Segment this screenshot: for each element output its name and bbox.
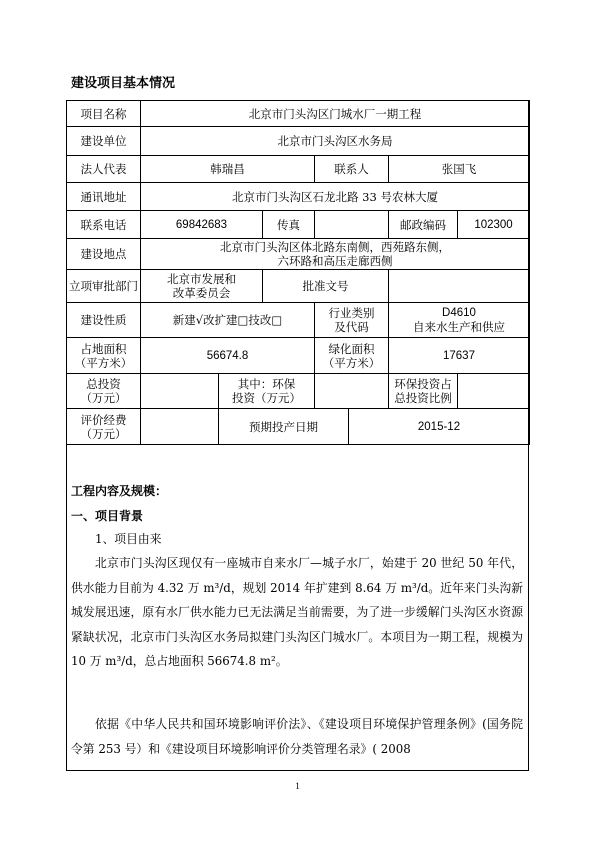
table-row	[67, 101, 530, 127]
contact-label: 联系人	[315, 156, 389, 183]
address-value: 北京市门头沟区石龙北路 33 号农林大厦	[141, 183, 530, 211]
table-row	[67, 211, 530, 239]
env-ratio-label	[389, 374, 458, 409]
production-date-label: 预期投产日期	[219, 409, 349, 445]
paragraph-origin: 北京市门头沟区现仅有一座城市自来水厂—城子水厂，始建于 20 世纪 50 年代，供水能力目前为 4.32 万 m³/d，规划 2014 年扩建到 8.64 万 m³/d。近年来门头沟新城发展迅速，原有水厂供水能力已无法满足当前需要，为了进一步缓解门头沟区水资源紧缺状况，北京市门头沟区水务局拟建门头沟区门城水厂。本项目为一期工程，规模为 10 万 m³/d，总占地面积 56674.8 m²。	[71, 556, 523, 668]
approval-no-label: 批准文号	[263, 270, 389, 303]
green-label-line-2: （平方米）	[322, 355, 381, 370]
invest-label-line-1: 总投资	[86, 377, 121, 391]
project-name-value: 北京市门头沟区门城水厂一期工程	[141, 101, 530, 127]
site-value	[141, 239, 530, 270]
approval-dept-label: 立项审批部门	[67, 270, 141, 303]
contact-value: 张国飞	[389, 156, 530, 183]
fax-value	[315, 211, 389, 239]
green-value: 17637	[389, 338, 530, 374]
fax-label: 传真	[263, 211, 315, 239]
env-invest-value	[315, 374, 389, 409]
section-title: 建设项目基本情况	[71, 76, 176, 91]
industry-code: D4610	[442, 307, 476, 319]
env-ratio-label-line-2: 总投资比例	[394, 391, 452, 405]
fee-label-line-2: （万元）	[80, 426, 127, 441]
postcode-value: 102300	[458, 211, 530, 239]
production-date-value: 2015-12	[349, 409, 530, 445]
legal-rep-value: 韩瑞昌	[141, 156, 315, 183]
table-row	[67, 156, 530, 183]
fee-label-line-1: 评价经费	[80, 412, 127, 427]
industry-label-line-1: 行业类别	[328, 306, 375, 320]
background-heading: 一、项目背景	[71, 509, 144, 523]
env-ratio-value	[458, 374, 530, 409]
table-row	[67, 374, 530, 409]
unit-value: 北京市门头沟区水务局	[141, 127, 530, 156]
industry-label	[315, 303, 389, 338]
nature-value: 新建√改扩建□技改□	[141, 303, 315, 338]
area-label-line-1: 占地面积	[80, 341, 127, 356]
approval-no-value	[389, 270, 530, 303]
origin-heading: 1、项目由来	[95, 532, 162, 546]
paragraph-basis: 依据《中华人民共和国环境影响评价法》、《建设项目环境保护管理条例》(国务院令第 253 号）和《建设项目环境影响评价分类管理名录》( 2008	[71, 717, 523, 756]
area-label-line-2: （平方米）	[74, 355, 133, 370]
table-row	[67, 239, 530, 270]
postcode-label: 邮政编码	[389, 211, 458, 239]
unit-label: 建设单位	[67, 127, 141, 156]
green-label-line-1: 绿化面积	[328, 341, 375, 356]
env-invest-label	[219, 374, 315, 409]
nature-label: 建设性质	[67, 303, 141, 338]
scope-heading: 工程内容及规模：	[71, 484, 168, 498]
env-ratio-label-line-1: 环保投资占	[394, 377, 452, 391]
site-label: 建设地点	[67, 239, 141, 270]
approval-dept-line-2: 改革委员会	[172, 286, 231, 300]
env-invest-label-line-1: 其中：环保	[237, 377, 296, 391]
invest-value	[141, 374, 219, 409]
invest-label	[67, 374, 141, 409]
table-row	[67, 270, 530, 303]
phone-value: 69842683	[141, 211, 263, 239]
env-invest-label-line-2: 投资（万元）	[232, 391, 301, 405]
industry-label-line-2: 及代码	[334, 320, 369, 334]
phone-label: 联系电话	[67, 211, 141, 239]
project-info-table	[66, 100, 530, 445]
site-line-2: 六环路和高压走廊西侧	[277, 254, 393, 268]
table-row	[67, 127, 530, 156]
table-row	[67, 409, 530, 445]
approval-dept-line-1: 北京市发展和	[167, 272, 236, 286]
area-label	[67, 338, 141, 374]
page-number: 1	[295, 781, 300, 791]
legal-rep-label: 法人代表	[67, 156, 141, 183]
fee-value	[141, 409, 219, 445]
address-label: 通讯地址	[67, 183, 141, 211]
industry-name: 自来水生产和供应	[413, 320, 505, 334]
invest-label-line-2: （万元）	[80, 391, 127, 405]
industry-value	[389, 303, 530, 338]
green-label	[315, 338, 389, 374]
table-row	[67, 183, 530, 211]
table-row	[67, 338, 530, 374]
area-value: 56674.8	[141, 338, 315, 374]
fee-label	[67, 409, 141, 445]
approval-dept-value	[141, 270, 263, 303]
project-name-label: 项目名称	[67, 101, 141, 127]
site-line-1: 北京市门头沟区体北路东南侧，西苑路东侧，	[220, 240, 450, 254]
table-row	[67, 303, 530, 338]
